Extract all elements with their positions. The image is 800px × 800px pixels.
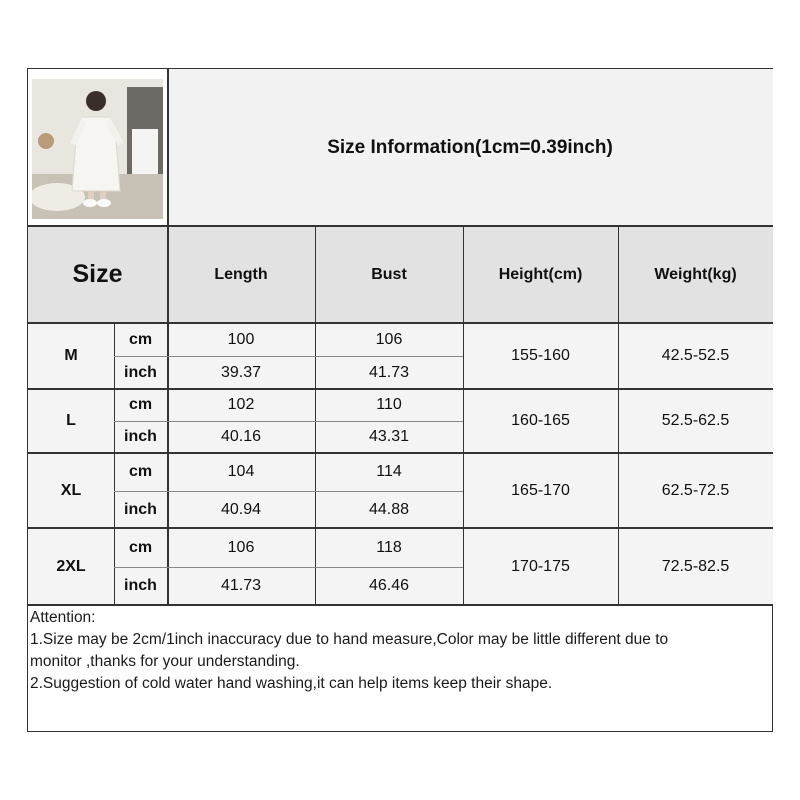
unit-inch-label: inch (124, 428, 157, 445)
bust-cm: 106 (375, 330, 403, 348)
unit-cm-label: cm (128, 396, 153, 413)
bust-cm: 118 (376, 538, 402, 556)
note-1-line-2: monitor ,thanks for your understanding. (30, 653, 300, 670)
grid-line (114, 421, 463, 422)
header-size: Size (28, 226, 167, 323)
height-range: 170-175 (511, 557, 570, 575)
size-label: L (66, 412, 76, 429)
header-bust: Bust (315, 226, 463, 323)
note-2: 2.Suggestion of cold water hand washing,it can help items keep their shape. (30, 675, 553, 692)
header-length: Length (167, 226, 315, 323)
bust-inch: 44.88 (368, 500, 410, 518)
grid-line (618, 226, 619, 605)
weight-range: 72.5-82.5 (661, 557, 730, 575)
grid-line (114, 356, 463, 357)
length-cm: 102 (227, 396, 255, 413)
grid-line (28, 527, 773, 529)
weight-range: 52.5-62.5 (661, 412, 730, 429)
bust-inch: 46.46 (368, 577, 410, 594)
grid-line (463, 226, 464, 605)
grid-line (114, 491, 463, 492)
unit-inch-label: inch (124, 500, 157, 518)
grid-line (28, 604, 773, 606)
chart-title: Size Information(1cm=0.39inch) (167, 69, 773, 226)
unit-cm-label: cm (128, 538, 153, 556)
size-label: 2XL (56, 557, 86, 575)
grid-line (114, 323, 115, 605)
header-height: Height(cm) (463, 226, 618, 323)
height-range: 165-170 (511, 481, 570, 499)
length-cm: 100 (227, 330, 255, 348)
length-inch: 39.37 (220, 363, 262, 381)
grid-line (28, 452, 773, 454)
length-inch: 40.94 (220, 500, 262, 518)
weight-range: 62.5-72.5 (661, 481, 730, 499)
grid-line (114, 567, 463, 568)
bust-inch: 43.31 (368, 428, 410, 445)
note-1-line-1: 1.Size may be 2cm/1inch inaccuracy due to hand measure,Color may be little different due to (30, 631, 669, 648)
length-inch: 41.73 (220, 577, 262, 594)
length-inch: 40.16 (220, 428, 262, 445)
height-range: 160-165 (511, 412, 570, 429)
unit-cm-label: cm (128, 463, 153, 480)
product-photo (32, 79, 163, 219)
length-cm: 106 (227, 538, 255, 556)
length-cm: 104 (227, 463, 255, 480)
attention-notes (30, 607, 760, 695)
grid-line (315, 226, 316, 605)
grid-line (28, 388, 773, 390)
unit-inch-label: inch (124, 577, 157, 594)
notes-heading: Attention: (30, 609, 96, 626)
bust-inch: 41.73 (368, 363, 410, 381)
bust-cm: 114 (376, 463, 402, 480)
header-weight: Weight(kg) (618, 226, 773, 323)
bust-cm: 110 (376, 396, 402, 413)
size-label: XL (60, 481, 82, 499)
unit-inch-label: inch (124, 363, 157, 381)
unit-cm-label: cm (128, 330, 153, 348)
weight-range: 42.5-52.5 (661, 347, 730, 364)
height-range: 155-160 (511, 347, 570, 364)
grid-line (167, 69, 169, 605)
grid-line (28, 225, 773, 227)
size-chart (27, 68, 773, 732)
size-label: M (64, 347, 78, 364)
grid-line (28, 322, 773, 324)
